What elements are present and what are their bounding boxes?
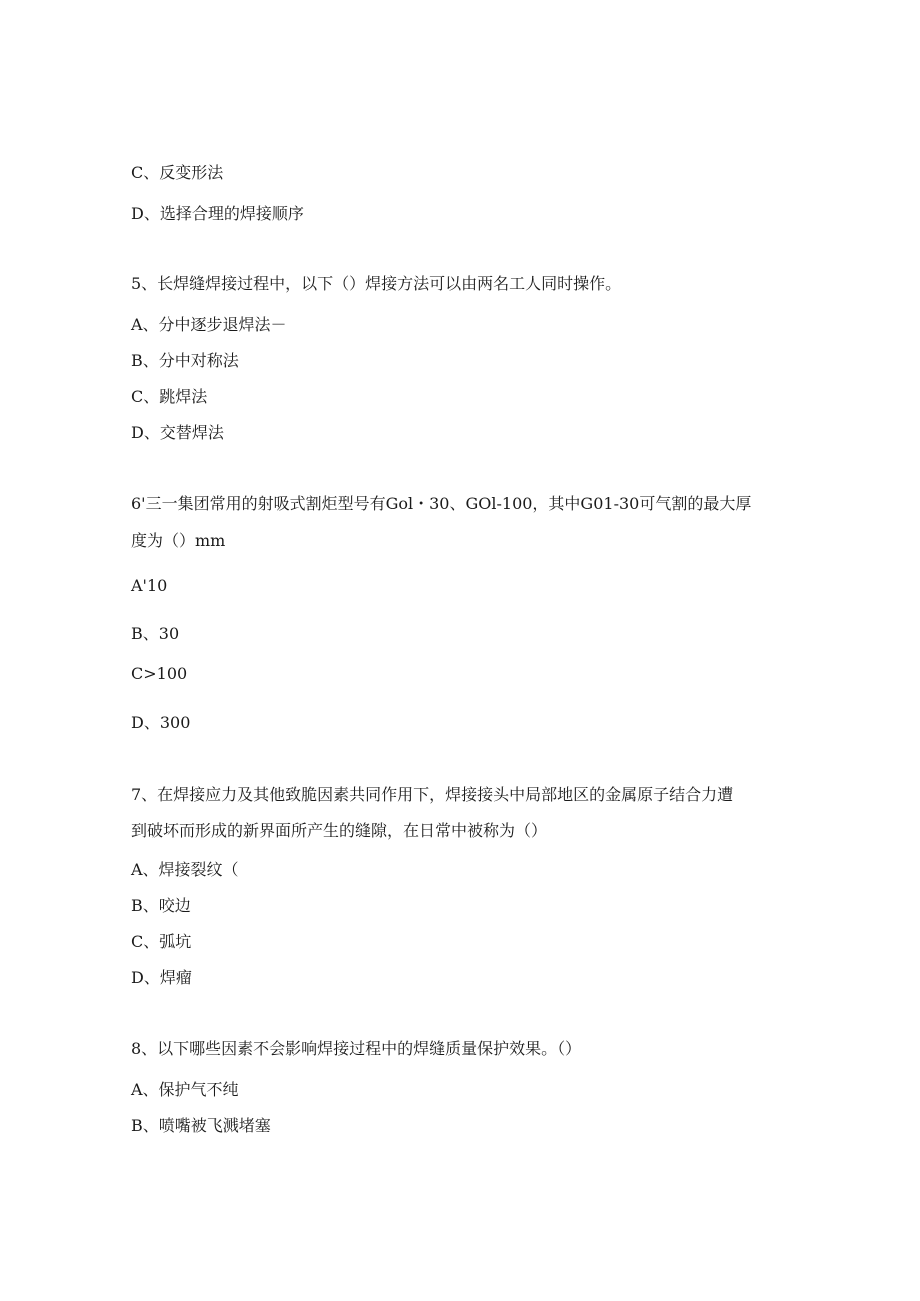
q4-option-c: C、反变形法: [131, 163, 224, 182]
q6-option-c: C>100: [131, 664, 188, 683]
q5-option-c: C、跳焊法: [131, 387, 208, 406]
q7-question-line2: 到破坏而形成的新界面所产生的缝隙，在日常中被称为（）: [131, 821, 548, 840]
q5-question: 5、长焊缝焊接过程中，以下（）焊接方法可以由两名工人同时操作。: [131, 274, 622, 293]
q7-option-d: D、焊瘤: [131, 968, 192, 987]
q6-question-line2: 度为（）mm: [131, 531, 226, 550]
q8-option-a: A、保护气不纯: [131, 1080, 239, 1099]
q6-option-b: B、30: [131, 624, 180, 643]
q4-option-d: D、选择合理的焊接顺序: [131, 204, 304, 223]
q5-option-d: D、交替焊法: [131, 423, 224, 442]
q6-question-line1: 6'三一集团常用的射吸式割炬型号有Gol・30、GOl-100，其中G01-30可气割的最大厚: [131, 494, 752, 513]
q5-option-a: A、分中逐步退焊法－: [131, 315, 287, 334]
q5-option-b: B、分中对称法: [131, 351, 239, 370]
q8-option-b: B、喷嘴被飞溅堵塞: [131, 1116, 271, 1135]
q7-question-line1: 7、在焊接应力及其他致脆因素共同作用下，焊接接头中局部地区的金属原子结合力遭: [131, 785, 734, 804]
q8-question: 8、以下哪些因素不会影响焊接过程中的焊缝质量保护效果。（）: [131, 1039, 582, 1058]
q6-option-d: D、300: [131, 713, 191, 732]
q7-option-c: C、弧坑: [131, 932, 192, 951]
q7-option-b: B、咬边: [131, 896, 191, 915]
q6-option-a: A'10: [131, 576, 168, 595]
q7-option-a: A、焊接裂纹（: [131, 860, 239, 879]
